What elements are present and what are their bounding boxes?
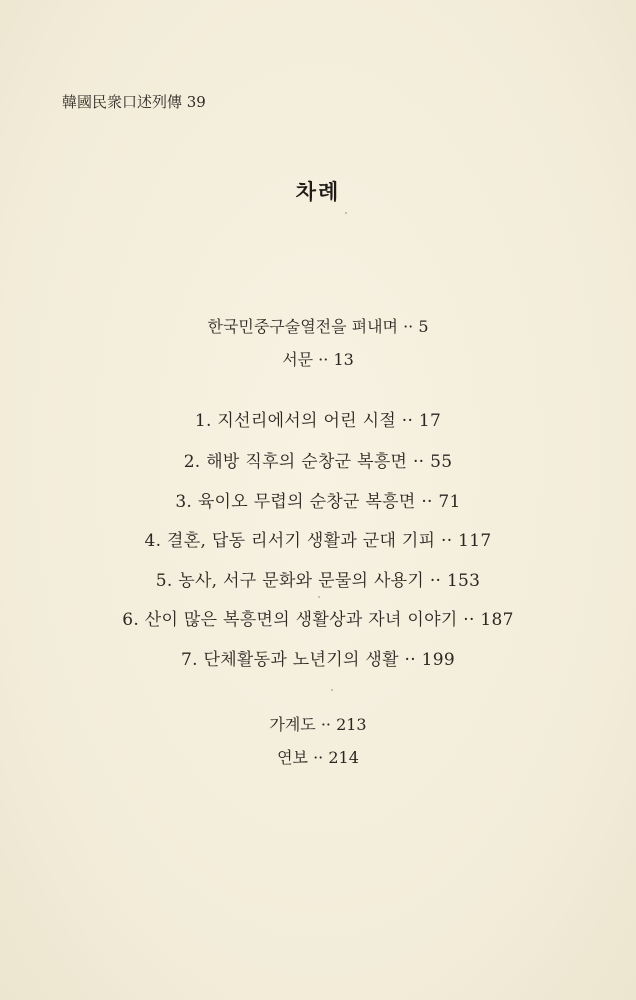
back-matter-item-chronology: 연보 ·· 214 xyxy=(277,748,359,767)
chapter-item-1: 1. 지선리에서의 어린 시절 ·· 17 xyxy=(194,411,442,431)
series-title: 韓國民衆口述列傳 39 xyxy=(62,93,206,111)
front-matter-item-preface: 한국민중구술열전을 펴내며 ·· 5 xyxy=(207,317,429,336)
chapter-item-2: 2. 해방 직후의 순창군 복흥면 ·· 55 xyxy=(183,452,453,472)
paper-speck xyxy=(318,596,320,598)
toc-title: 차례 xyxy=(295,179,341,204)
paper-speck xyxy=(345,212,347,214)
chapter-item-7: 7. 단체활동과 노년기의 생활 ·· 199 xyxy=(180,650,456,670)
chapter-item-5: 5. 농사, 서구 문화와 문물의 사용기 ·· 153 xyxy=(155,571,481,591)
chapter-item-6: 6. 산이 많은 복흥면의 생활상과 자녀 이야기 ·· 187 xyxy=(122,610,514,630)
chapter-item-4: 4. 결혼, 답동 리서기 생활과 군대 기피 ·· 117 xyxy=(144,531,492,551)
paper-speck xyxy=(331,689,333,691)
front-matter-item-foreword: 서문 ·· 13 xyxy=(282,350,354,369)
chapter-item-3: 3. 육이오 무렵의 순창군 복흥면 ·· 71 xyxy=(175,492,461,512)
back-matter-item-family-tree: 가계도 ·· 213 xyxy=(269,715,367,734)
